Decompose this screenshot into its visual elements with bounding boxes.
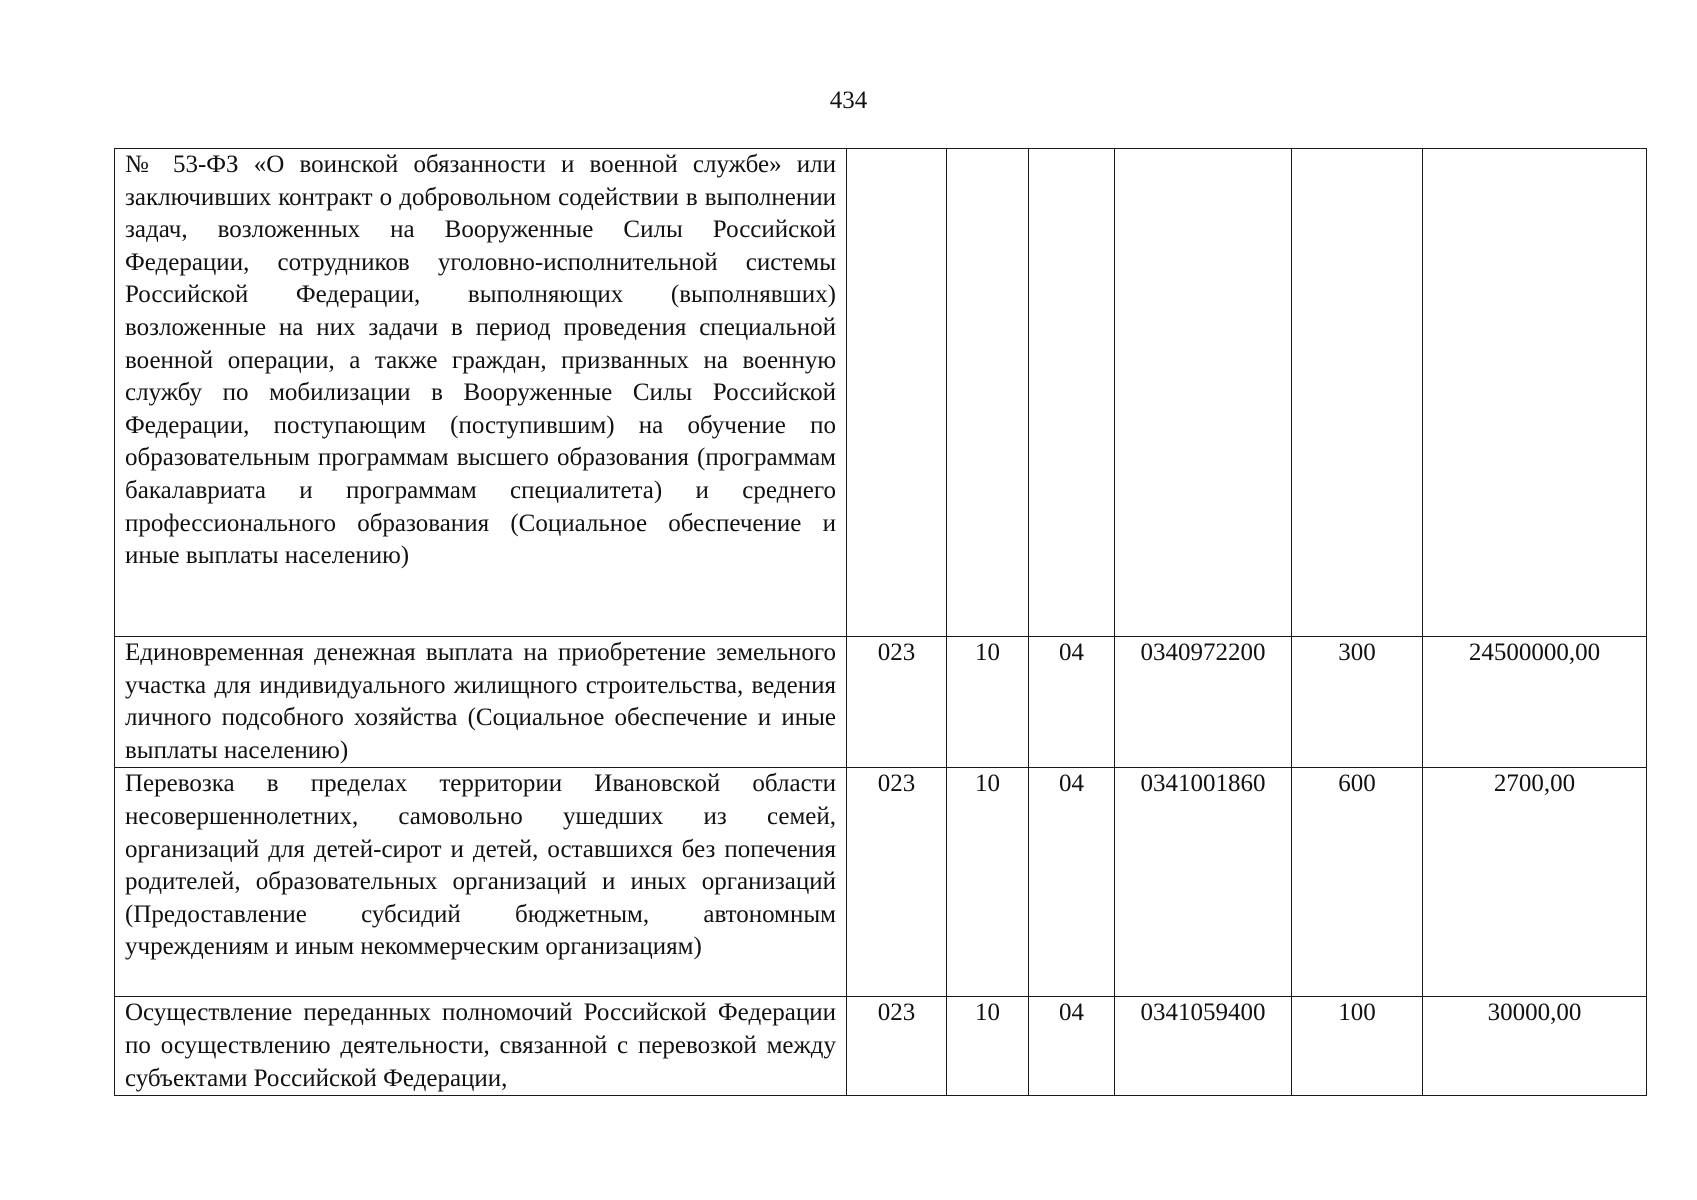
ministry-code-cell: 023 <box>847 768 947 997</box>
amount-cell: 2700,00 <box>1423 768 1647 997</box>
target-article-cell: 0341001860 <box>1115 768 1292 997</box>
section-code-cell: 10 <box>947 768 1029 997</box>
ministry-code-cell: 023 <box>847 637 947 768</box>
amount-cell: 24500000,00 <box>1423 637 1647 768</box>
row-description: Единовременная денежная выплата на приобретение земельного участка для индивидуального жилищного строительства, ведения личного подсобного хозяйства (Социальное обеспечение и иные выплаты населению) <box>115 637 847 768</box>
table-row <box>115 637 1647 768</box>
subsection-code-cell: 04 <box>1029 768 1115 997</box>
ministry-code-cell <box>847 149 947 637</box>
table-row <box>115 768 1647 997</box>
amount-cell <box>1423 149 1647 637</box>
subsection-code-cell: 04 <box>1029 997 1115 1096</box>
subsection-code-cell <box>1029 149 1115 637</box>
target-article-cell <box>1115 149 1292 637</box>
section-code-cell: 10 <box>947 637 1029 768</box>
row-description: № 53-ФЗ «О воинской обязанности и военной службе» или заключивших контракт о добровольном содействии в выполнении задач, возложенных на Вооруженные Силы Российской Федерации, сотрудников уголовно-исполнительной системы Российской Федерации, выполняющих (выполнявших) возложенные на них задачи в период проведения специальной военной операции, а также граждан, призванных на военную службу по мобилизации в Вооруженные Силы Российской Федерации, поступающим (поступившим) на обучение по образовательным программам высшего образования (программам бакалавриата и программам специалитета) и среднего профессионального образования (Социальное обеспечение и иные выплаты населению) <box>115 149 847 637</box>
ministry-code-cell: 023 <box>847 997 947 1096</box>
expense-type-cell: 600 <box>1292 768 1423 997</box>
section-code-cell <box>947 149 1029 637</box>
amount-cell: 30000,00 <box>1423 997 1647 1096</box>
table-row <box>115 997 1647 1096</box>
target-article-cell: 0341059400 <box>1115 997 1292 1096</box>
subsection-code-cell: 04 <box>1029 637 1115 768</box>
expense-type-cell: 300 <box>1292 637 1423 768</box>
table-row <box>115 149 1647 637</box>
row-description: Перевозка в пределах территории Ивановской области несовершеннолетних, самовольно ушедших из семей, организаций для детей-сирот и детей, оставшихся без попечения родителей, образовательных организаций и иных организаций (Предоставление субсидий бюджетным, автономным учреждениям и иным некоммерческим организациям) <box>115 768 847 997</box>
row-description: Осуществление переданных полномочий Российской Федерации по осуществлению деятельности, связанной с перевозкой между субъектами Российской Федерации, <box>115 997 847 1096</box>
expense-type-cell: 100 <box>1292 997 1423 1096</box>
section-code-cell: 10 <box>947 997 1029 1096</box>
expense-type-cell <box>1292 149 1423 637</box>
target-article-cell: 0340972200 <box>1115 637 1292 768</box>
budget-table <box>114 148 1647 1096</box>
page-number: 434 <box>829 87 868 114</box>
